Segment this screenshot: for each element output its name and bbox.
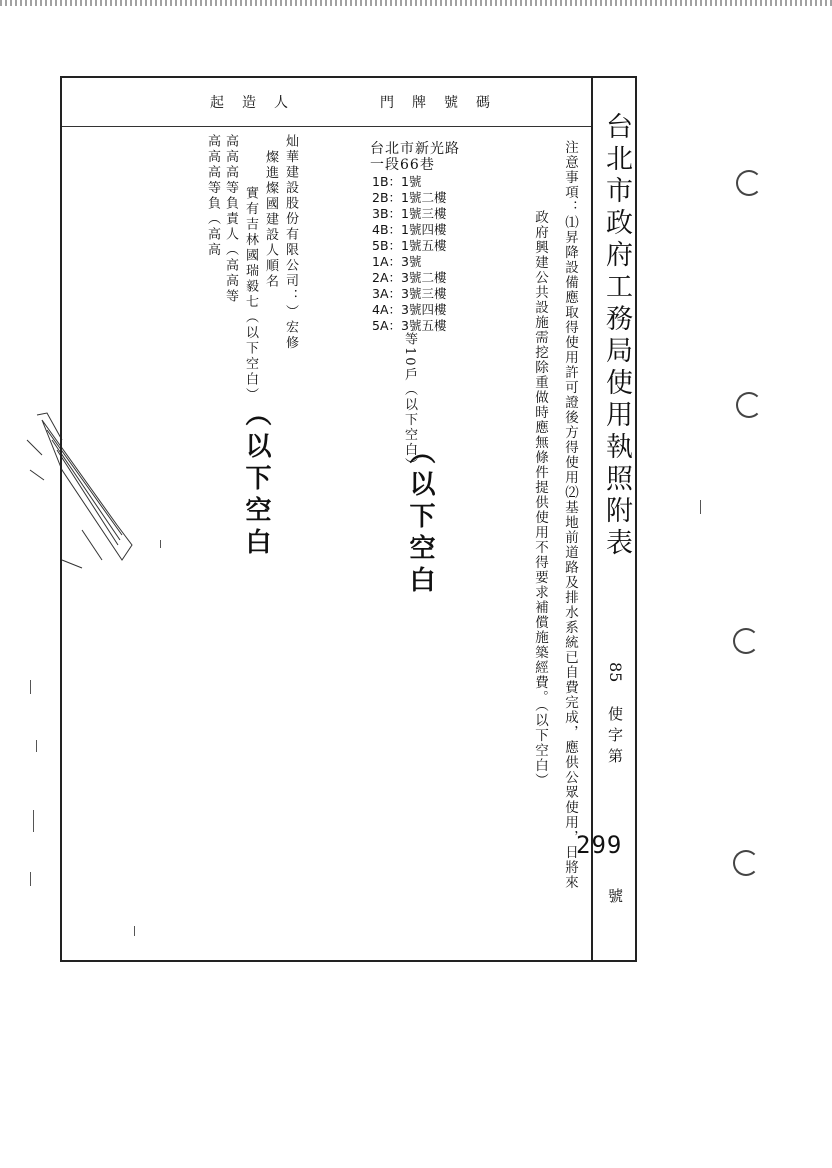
notes-line-2: 政府興建公共設施需挖除重做時應無條件提供使用不得要求補償施築經費。（以下空白） [532, 210, 548, 789]
binder-hole [733, 628, 759, 654]
address-unit: 4A：3號四樓 [372, 302, 447, 317]
starter-column-2: 燦進燦國建設人順名 [263, 150, 278, 290]
address-unit: 5A：3號五樓 [372, 318, 447, 333]
address-unit: 2A：3號二樓 [372, 270, 447, 285]
address-unit: 3A：3號三樓 [372, 286, 447, 301]
starter-column-3: 實有吉林國瑞毅七（以下空白） [243, 186, 258, 403]
starter-blank-stamp: （以下空白 [241, 400, 271, 560]
page-title: 台北市政府工務局使用執照附表 [601, 112, 632, 560]
notes-line-1: 注意事項：⑴昇降設備應取得使用許可證後方得使用⑵基地前道路及排水系統已自費完成，應供公眾使用，日將來 [562, 140, 578, 890]
header-address: 門牌號碼 [380, 95, 508, 111]
address-unit: 3B：1號三樓 [372, 206, 447, 221]
license-serial: 299 [576, 831, 623, 859]
address-unit: 4B：1號四樓 [372, 222, 447, 237]
address-unit: 1A：3號 [372, 254, 422, 269]
starter-column-4: 高高高等負責人（高高等 [223, 134, 238, 305]
column-divider [591, 78, 593, 960]
scan-mark [36, 740, 37, 752]
binder-hole [736, 392, 762, 418]
license-word: 使字第 [606, 706, 624, 769]
starter-column-1: 灿華建設股份有限公司：）宏修 [283, 134, 298, 351]
address-unit: 2B：1號二樓 [372, 190, 447, 205]
scan-mark [30, 872, 31, 886]
binder-hole [736, 170, 762, 196]
address-unit: 1B：1號 [372, 174, 422, 189]
license-table [60, 76, 637, 962]
scan-mark [33, 810, 34, 832]
address-blank-stamp: （以下空白 [405, 438, 435, 598]
scan-mark [30, 680, 31, 694]
header-rule [62, 126, 591, 127]
address-tail: 等10戶（以下空白） [402, 332, 417, 473]
starter-column-5: 高高高等負（高高 [205, 134, 220, 258]
binder-hole [733, 850, 759, 876]
license-suffix: 號 [606, 888, 624, 903]
scan-top-noise [0, 0, 832, 6]
address-unit: 5B：1號五樓 [372, 238, 447, 253]
header-starter: 起造人 [210, 95, 306, 111]
scan-mark [700, 500, 701, 514]
address-street-line-1: 台北市新光路 [370, 141, 460, 157]
license-year: 85 [606, 662, 625, 683]
address-street-line-2: 一段66巷 [370, 157, 435, 173]
